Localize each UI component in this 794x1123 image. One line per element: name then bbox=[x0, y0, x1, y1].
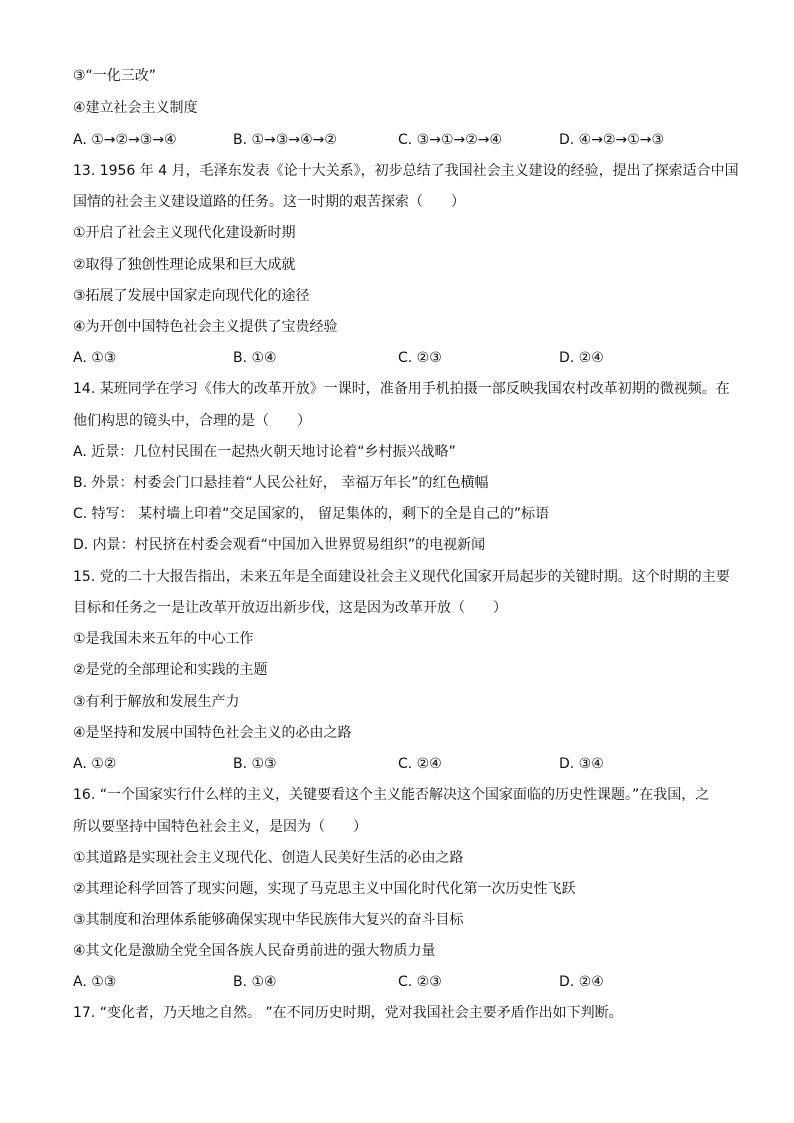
q15-option-b: B. ①③ bbox=[233, 756, 277, 772]
q16-item-1: ①其道路是实现社会主义现代化、创造人民美好生活的必由之路 bbox=[73, 850, 464, 866]
q14-option-d: D. 内景：村民挤在村委会观看“中国加入世界贸易组织”的电视新闻 bbox=[73, 537, 486, 553]
q13-option-a: A. ①③ bbox=[73, 350, 117, 366]
q13-stem-line-1: 13. 1956 年 4 月，毛泽东发表《论十大关系》，初步总结了我国社会主义建设的经验，提出了探索适合中国 bbox=[73, 163, 739, 179]
q15-item-4: ④是坚持和发展中国特色社会主义的必由之路 bbox=[73, 725, 352, 741]
q15-item-3: ③有利于解放和发展生产力 bbox=[73, 694, 240, 710]
q16-item-2: ②其理论科学回答了现实问题，实现了马克思主义中国化时代化第一次历史性飞跃 bbox=[73, 881, 576, 897]
q13-option-c: C. ②③ bbox=[398, 350, 442, 366]
q13-item-1: ①开启了社会主义现代化建设新时期 bbox=[73, 225, 296, 241]
q16-option-c: C. ②③ bbox=[398, 974, 442, 990]
q15-option-d: D. ③④ bbox=[559, 756, 604, 772]
q12-option-a: A. ①→②→③→④ bbox=[73, 132, 177, 148]
q13-option-b: B. ①④ bbox=[233, 350, 277, 366]
q16-option-a: A. ①③ bbox=[73, 974, 117, 990]
q12-option-b: B. ①→③→④→② bbox=[233, 132, 337, 148]
q13-item-3: ③拓展了发展中国家走向现代化的途径 bbox=[73, 288, 310, 304]
q16-option-b: B. ①④ bbox=[233, 974, 277, 990]
q17-stem-line-1: 17. “变化者，乃天地之自然。 ”在不同历史时期，党对我国社会主要矛盾作出如下判断。 bbox=[73, 1005, 623, 1021]
q16-stem-line-2: 所以要坚持中国特色社会主义，是因为（ ） bbox=[73, 819, 367, 835]
q16-option-d: D. ②④ bbox=[559, 974, 604, 990]
q13-item-2: ②取得了独创性理论成果和巨大成就 bbox=[73, 257, 296, 273]
q15-stem-line-2: 目标和任务之一是让改革开放迈出新步伐，这是因为改革开放（ ） bbox=[73, 600, 507, 616]
q14-stem-line-1: 14. 某班同学在学习《伟大的改革开放》一课时，准备用手机拍摄一部反映我国农村改革初期的微视频。在 bbox=[73, 381, 730, 397]
q13-option-d: D. ②④ bbox=[559, 350, 604, 366]
q14-option-a: A. 近景：几位村民围在一起热火朝天地讨论着“乡村振兴战略” bbox=[73, 444, 456, 460]
q16-item-4: ④其文化是激励全党全国各族人民奋勇前进的强大物质力量 bbox=[73, 943, 436, 959]
q14-stem-line-2: 他们构思的镜头中，合理的是（ ） bbox=[73, 413, 311, 429]
q12-option-d: D. ④→②→①→③ bbox=[559, 132, 665, 148]
q14-option-c: C. 特写： 某村墙上印着“交足国家的， 留足集体的，剩下的全是自己的”标语 bbox=[73, 506, 550, 522]
q12-item-4: ④建立社会主义制度 bbox=[73, 100, 198, 116]
q16-stem-line-1: 16. “一个国家实行什么样的主义，关键要看这个主义能否解决这个国家面临的历史性课题。”在我国，之 bbox=[73, 787, 710, 803]
q15-item-2: ②是党的全部理论和实践的主题 bbox=[73, 662, 268, 678]
q14-option-b: B. 外景：村委会门口悬挂着“人民公社好， 幸福万年长”的红色横幅 bbox=[73, 475, 489, 491]
q15-item-1: ①是我国未来五年的中心工作 bbox=[73, 631, 254, 647]
q12-item-3: ③“一化三改” bbox=[73, 68, 157, 84]
q13-item-4: ④为开创中国特色社会主义提供了宝贵经验 bbox=[73, 319, 338, 335]
q15-option-c: C. ②④ bbox=[398, 756, 442, 772]
q15-option-a: A. ①② bbox=[73, 756, 117, 772]
q16-item-3: ③其制度和治理体系能够确保实现中华民族伟大复兴的奋斗目标 bbox=[73, 912, 464, 928]
q15-stem-line-1: 15. 党的二十大报告指出，未来五年是全面建设社会主义现代化国家开局起步的关键时期。这个时期的主要 bbox=[73, 569, 730, 585]
q13-stem-line-2: 国情的社会主义建设道路的任务。这一时期的艰苦探索（ ） bbox=[73, 194, 465, 210]
q12-option-c: C. ③→①→②→④ bbox=[398, 132, 503, 148]
